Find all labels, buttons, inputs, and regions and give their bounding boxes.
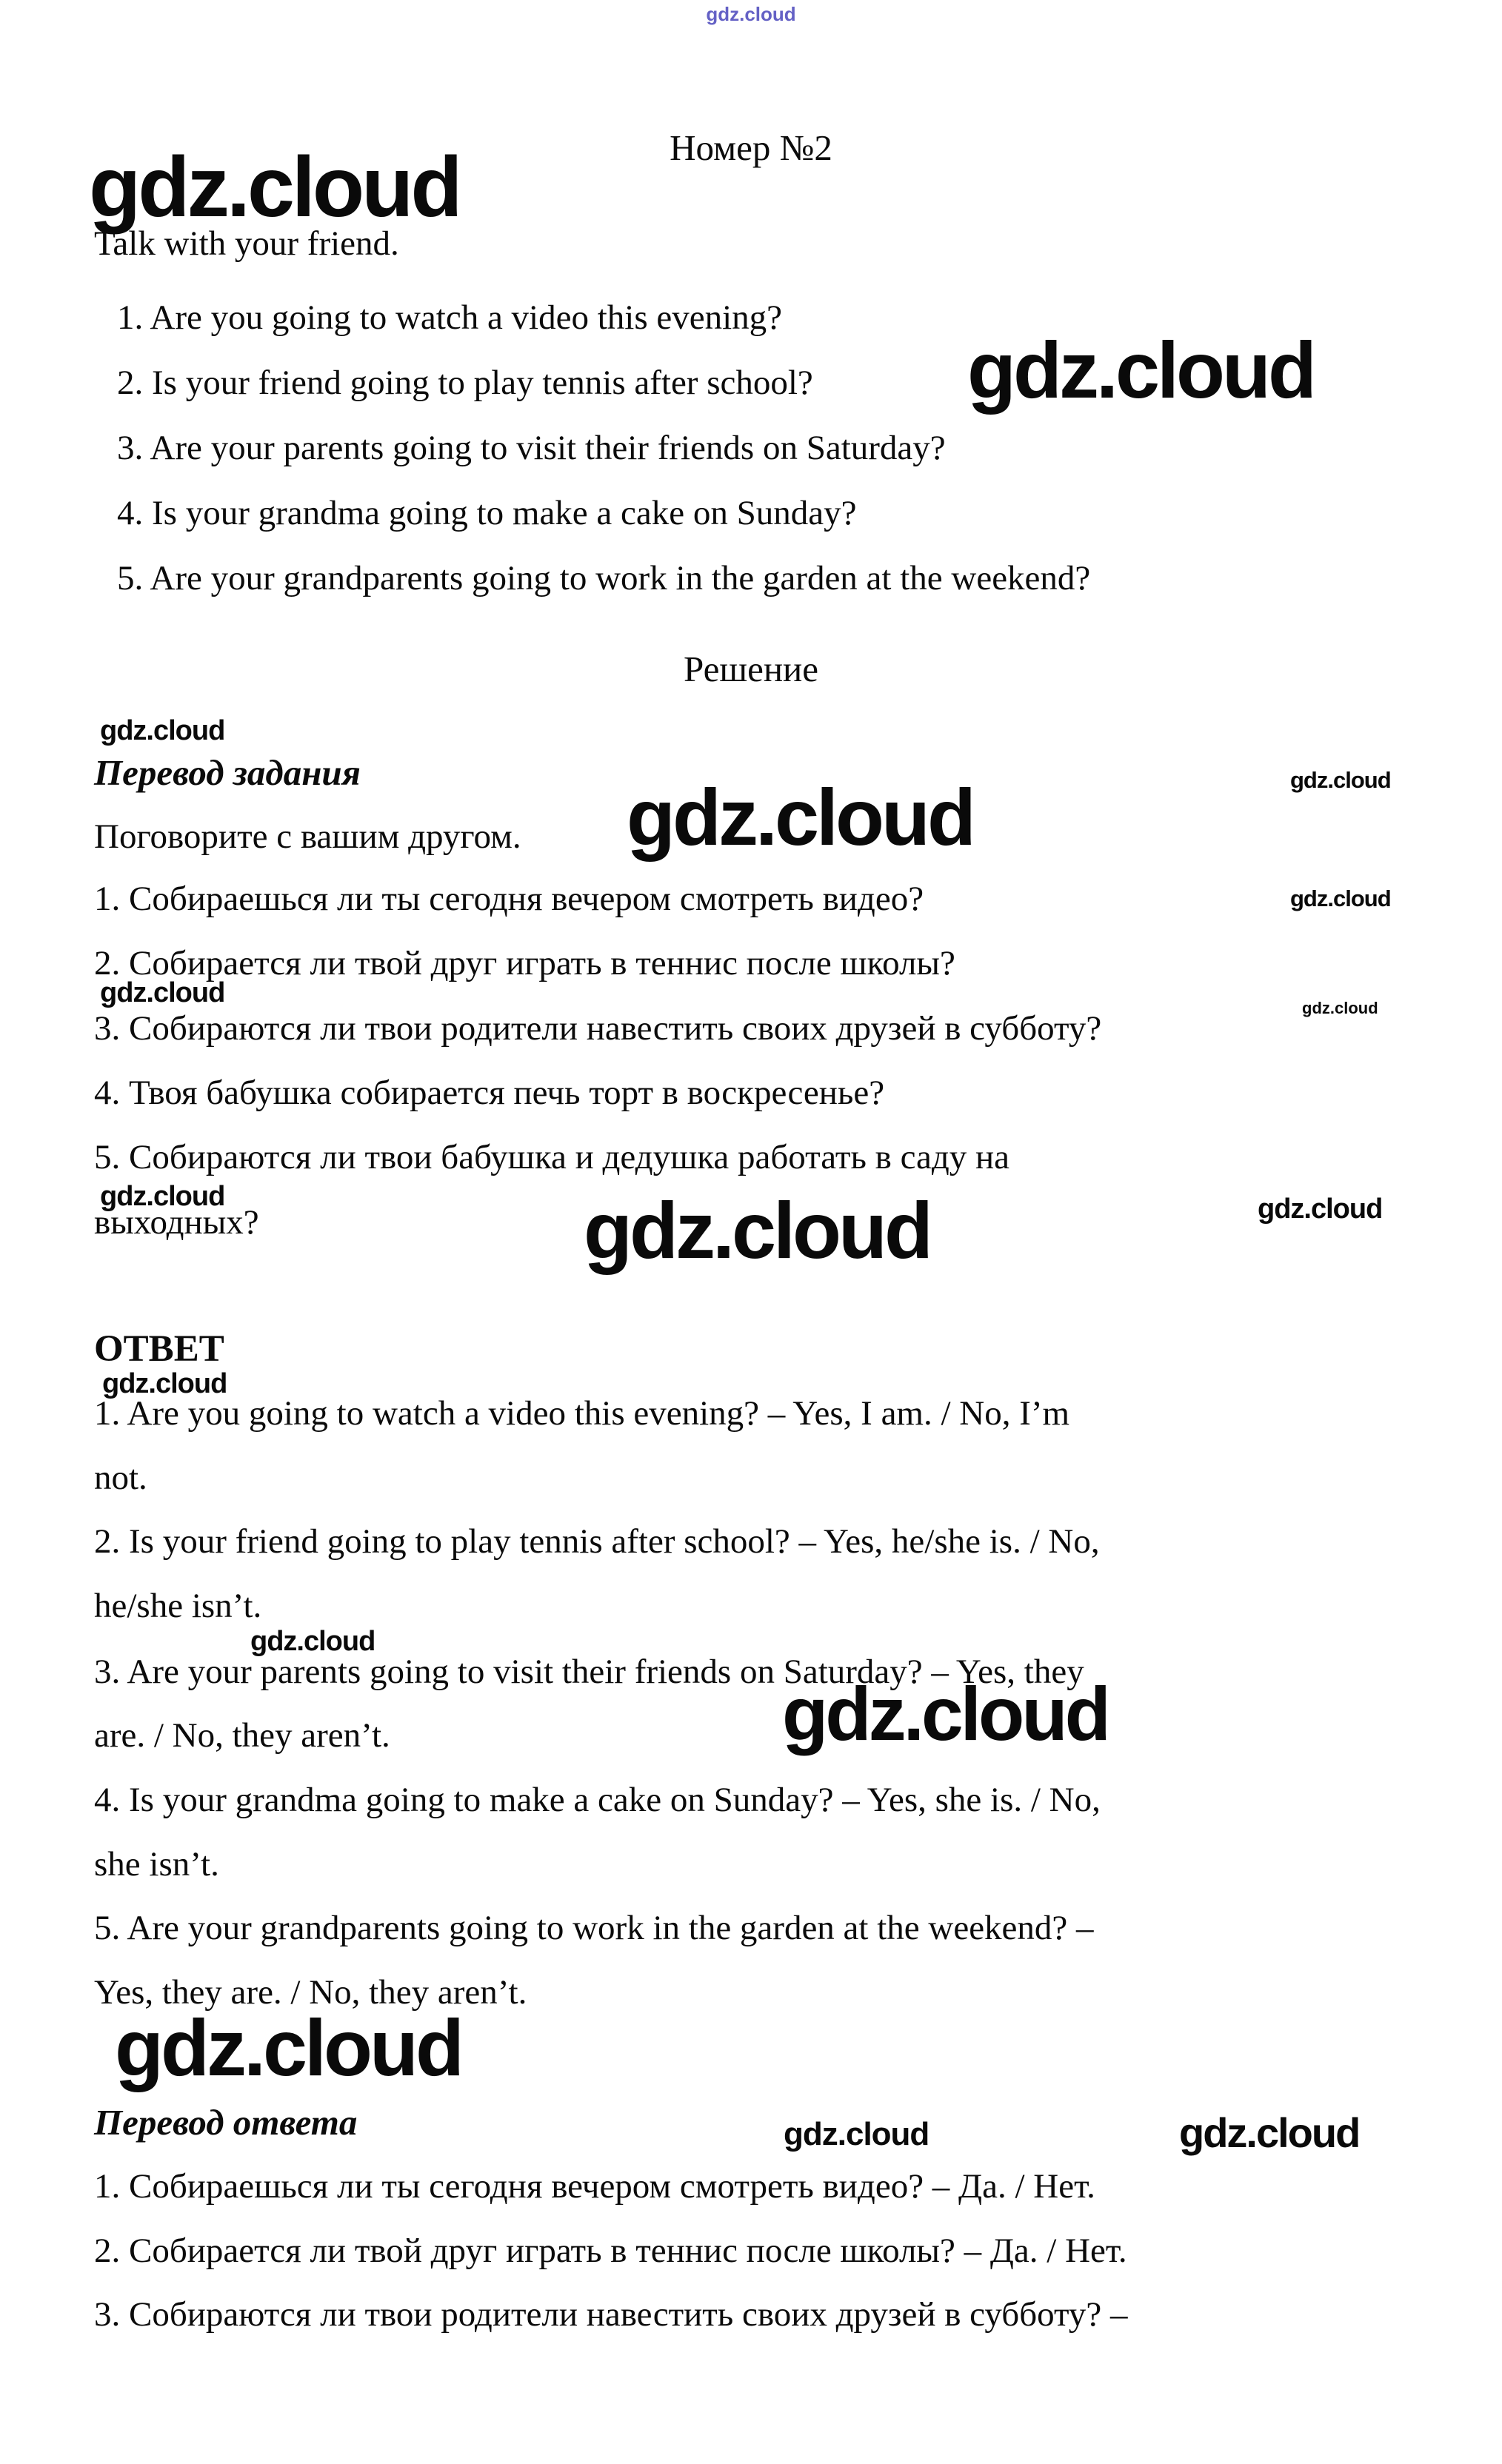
translated-question-5-wrap: выходных? <box>94 1203 259 1242</box>
answer-line-2b: he/she isn’t. <box>94 1587 262 1625</box>
answer-line-2a: 2. Is your friend going to play tennis after school? – Yes, he/she is. / No, <box>94 1522 1100 1561</box>
answer-line-5a: 5. Are your grandparents going to work in the garden at the weekend? – <box>94 1909 1094 1947</box>
answer-line-1a: 1. Are you going to watch a video this evening? – Yes, I am. / No, I’m <box>94 1394 1070 1433</box>
question-line-3: 3. Are your parents going to visit their friends on Saturday? <box>117 429 946 467</box>
watermark-small-4: gdz.cloud <box>102 1368 227 1399</box>
translated-question-1: 1. Собираешься ли ты сегодня вечером смотреть видео? <box>94 880 924 918</box>
question-line-5: 5. Are your grandparents going to work in the garden at the weekend? <box>117 559 1091 597</box>
watermark-small-2: gdz.cloud <box>100 977 225 1008</box>
translated-question-4: 4. Твоя бабушка собирается печь торт в воскресенье? <box>94 1074 885 1112</box>
answer-heading: ОТВЕТ <box>94 1328 224 1370</box>
task-translation-intro: Поговорите с вашим другом. <box>94 817 521 856</box>
answer-line-1b: not. <box>94 1459 147 1497</box>
translated-question-2: 2. Собирается ли твой друг играть в теннис после школы? <box>94 944 955 982</box>
answer-line-3a: 3. Are your parents going to visit their friends on Saturday? – Yes, they <box>94 1653 1084 1691</box>
watermark-bottom-left: gdz.cloud <box>115 2003 461 2092</box>
task-intro: Talk with your friend. <box>94 224 399 263</box>
watermark-right-2: gdz.cloud <box>1290 886 1391 911</box>
watermark-right-1: gdz.cloud <box>1290 767 1391 793</box>
watermark-right-3: gdz.cloud <box>1258 1194 1383 1225</box>
task-translation-heading: Перевод задания <box>94 752 361 793</box>
watermark-mid-right: gdz.cloud <box>1179 2109 1360 2156</box>
watermark-center-big: gdz.cloud <box>584 1185 930 1275</box>
question-line-2: 2. Is your friend going to play tennis after school? <box>117 364 813 402</box>
watermark-answer-3: gdz.cloud <box>782 1672 1108 1756</box>
watermark-small-5: gdz.cloud <box>250 1626 376 1657</box>
solution-heading: Решение <box>683 649 819 689</box>
answer-line-3b: are. / No, they aren’t. <box>94 1716 390 1755</box>
watermark-intro: gdz.cloud <box>627 772 973 862</box>
answer-line-4a: 4. Is your grandma going to make a cake on Sunday? – Yes, she is. / No, <box>94 1781 1101 1819</box>
watermark-logo-left: gdz.cloud <box>89 140 460 235</box>
answer-translation-heading: Перевод ответа <box>94 2102 358 2143</box>
watermark-top: gdz.cloud <box>706 3 796 25</box>
page-title: Номер №2 <box>670 127 832 168</box>
watermark-tiny-right: gdz.cloud <box>1302 999 1378 1017</box>
answer-line-4b: she isn’t. <box>94 1845 219 1884</box>
question-line-4: 4. Is your grandma going to make a cake on Sunday? <box>117 494 857 532</box>
watermark-small-3: gdz.cloud <box>100 1181 225 1212</box>
translated-question-5: 5. Собираются ли твои бабушка и дедушка работать в саду на <box>94 1138 1010 1176</box>
answer-translation-line-1: 1. Собираешься ли ты сегодня вечером смотреть видео? – Да. / Нет. <box>94 2167 1095 2206</box>
answer-line-5b: Yes, they are. / No, they aren’t. <box>94 1973 527 2012</box>
watermark-question-2: gdz.cloud <box>967 325 1314 415</box>
watermark-mid-center: gdz.cloud <box>784 2116 929 2152</box>
answer-translation-line-3: 3. Собираются ли твои родители навестить своих друзей в субботу? – <box>94 2295 1128 2334</box>
watermark-small-1: gdz.cloud <box>100 715 225 746</box>
question-line-1: 1. Are you going to watch a video this evening? <box>117 298 783 337</box>
translated-question-3: 3. Собираются ли твои родители навестить своих друзей в субботу? <box>94 1009 1102 1048</box>
answer-translation-line-2: 2. Собирается ли твой друг играть в теннис после школы? – Да. / Нет. <box>94 2232 1127 2270</box>
